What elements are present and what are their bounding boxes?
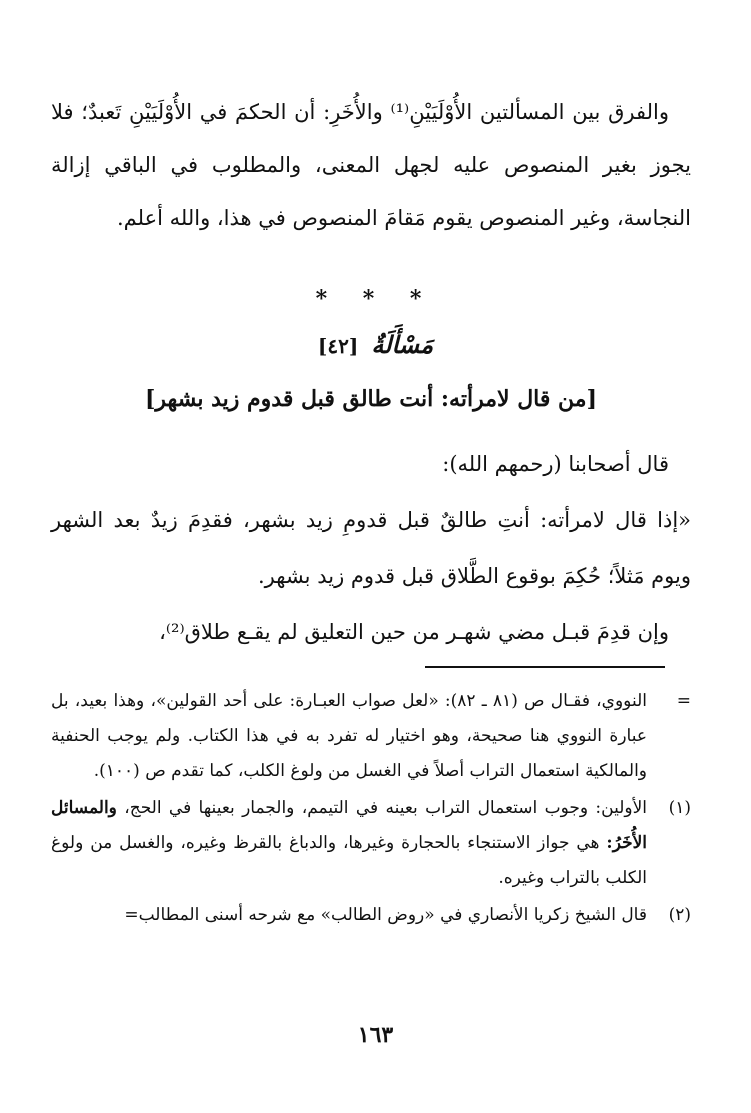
body-text-block bbox=[51, 436, 691, 660]
footnote-2-text: قال الشيخ زكريا الأنصاري في «روض الطالب» مع شرحه أسنى المطالب= bbox=[124, 905, 647, 925]
footnote-1-text-b: هي جواز الاستنجاء بالحجارة وغيرها، والدباغ بالقرظ وغيره، والغسل من ولوغ الكلب بالتراب وغيره. bbox=[51, 833, 647, 888]
continuation-mark: = bbox=[676, 691, 691, 711]
main-text-block bbox=[51, 86, 691, 245]
footnote-continuation bbox=[51, 684, 691, 789]
section-heading bbox=[0, 330, 751, 359]
footnote-divider bbox=[425, 666, 665, 668]
continuation-text: النووي، فقـال ص (٨١ ـ ٨٢): «لعل صواب العبـارة: على أحد القولين»، وهذا بعيد، بل عبارة النووي هنا صحيحة، وهو اختيار له تفرد به في هذا الكتاب. ولم يوجب الحنفية والمالكية استعمال التراب أصلاً في الغسل من ولوغ الكلب، كما تقدم ص (١٠٠). bbox=[51, 691, 647, 781]
page-number: ١٦٣ bbox=[357, 1022, 394, 1048]
footnote-2 bbox=[51, 898, 691, 933]
paragraph-2: «إذا قال لامرأته: أنتِ طالقٌ قبل قدومِ زيد بشهر، فقدِمَ زيدٌ بعد الشهر ويوم مَثلاً؛ حُكِمَ بوقوع الطَّلاق قبل قدوم زيد بشهر. bbox=[51, 508, 691, 588]
paragraph-3: وإن قدِمَ قبـل مضي شهـر من حين التعليق لم يقـع طلاق⁽²⁾، bbox=[159, 620, 669, 644]
section-title: [من قال لامرأته: أنت طالق قبل قدوم زيد بشهر] bbox=[145, 386, 597, 412]
footnote-2-mark: (٢) bbox=[668, 905, 691, 925]
footnotes-block bbox=[51, 684, 691, 933]
section-number: [٤٢] bbox=[317, 334, 359, 358]
section-separator: * * * bbox=[315, 286, 436, 312]
body-line-1: قال أصحابنا (رحمهم الله): bbox=[442, 452, 669, 476]
footnote-1-mark: (١) bbox=[668, 798, 691, 818]
footnote-1 bbox=[51, 791, 691, 896]
section-label: مَسْأَلَةٌ bbox=[371, 330, 434, 359]
footnote-1-text-a: الأولين: وجوب استعمال التراب بعينه في التيمم، والجمار بعينها في الحج، bbox=[124, 798, 648, 818]
paragraph-1: والفرق بين المسألتين الأُوْلَيَيْنِ⁽¹⁾ والأُخَرِ: أن الحكمَ في الأُوْلَيَيْنِ تَعبدٌ؛ فلا يجوز بغير المنصوص عليه لجهل المعنى، والمطلوب في الباقي إزالة النجاسة، وغير المنصوص يقوم مَقامَ المنصوص في هذا، والله أعلم. bbox=[51, 100, 691, 230]
footnote-1-bold: والمسائل الأُخَرُ: bbox=[51, 798, 648, 853]
